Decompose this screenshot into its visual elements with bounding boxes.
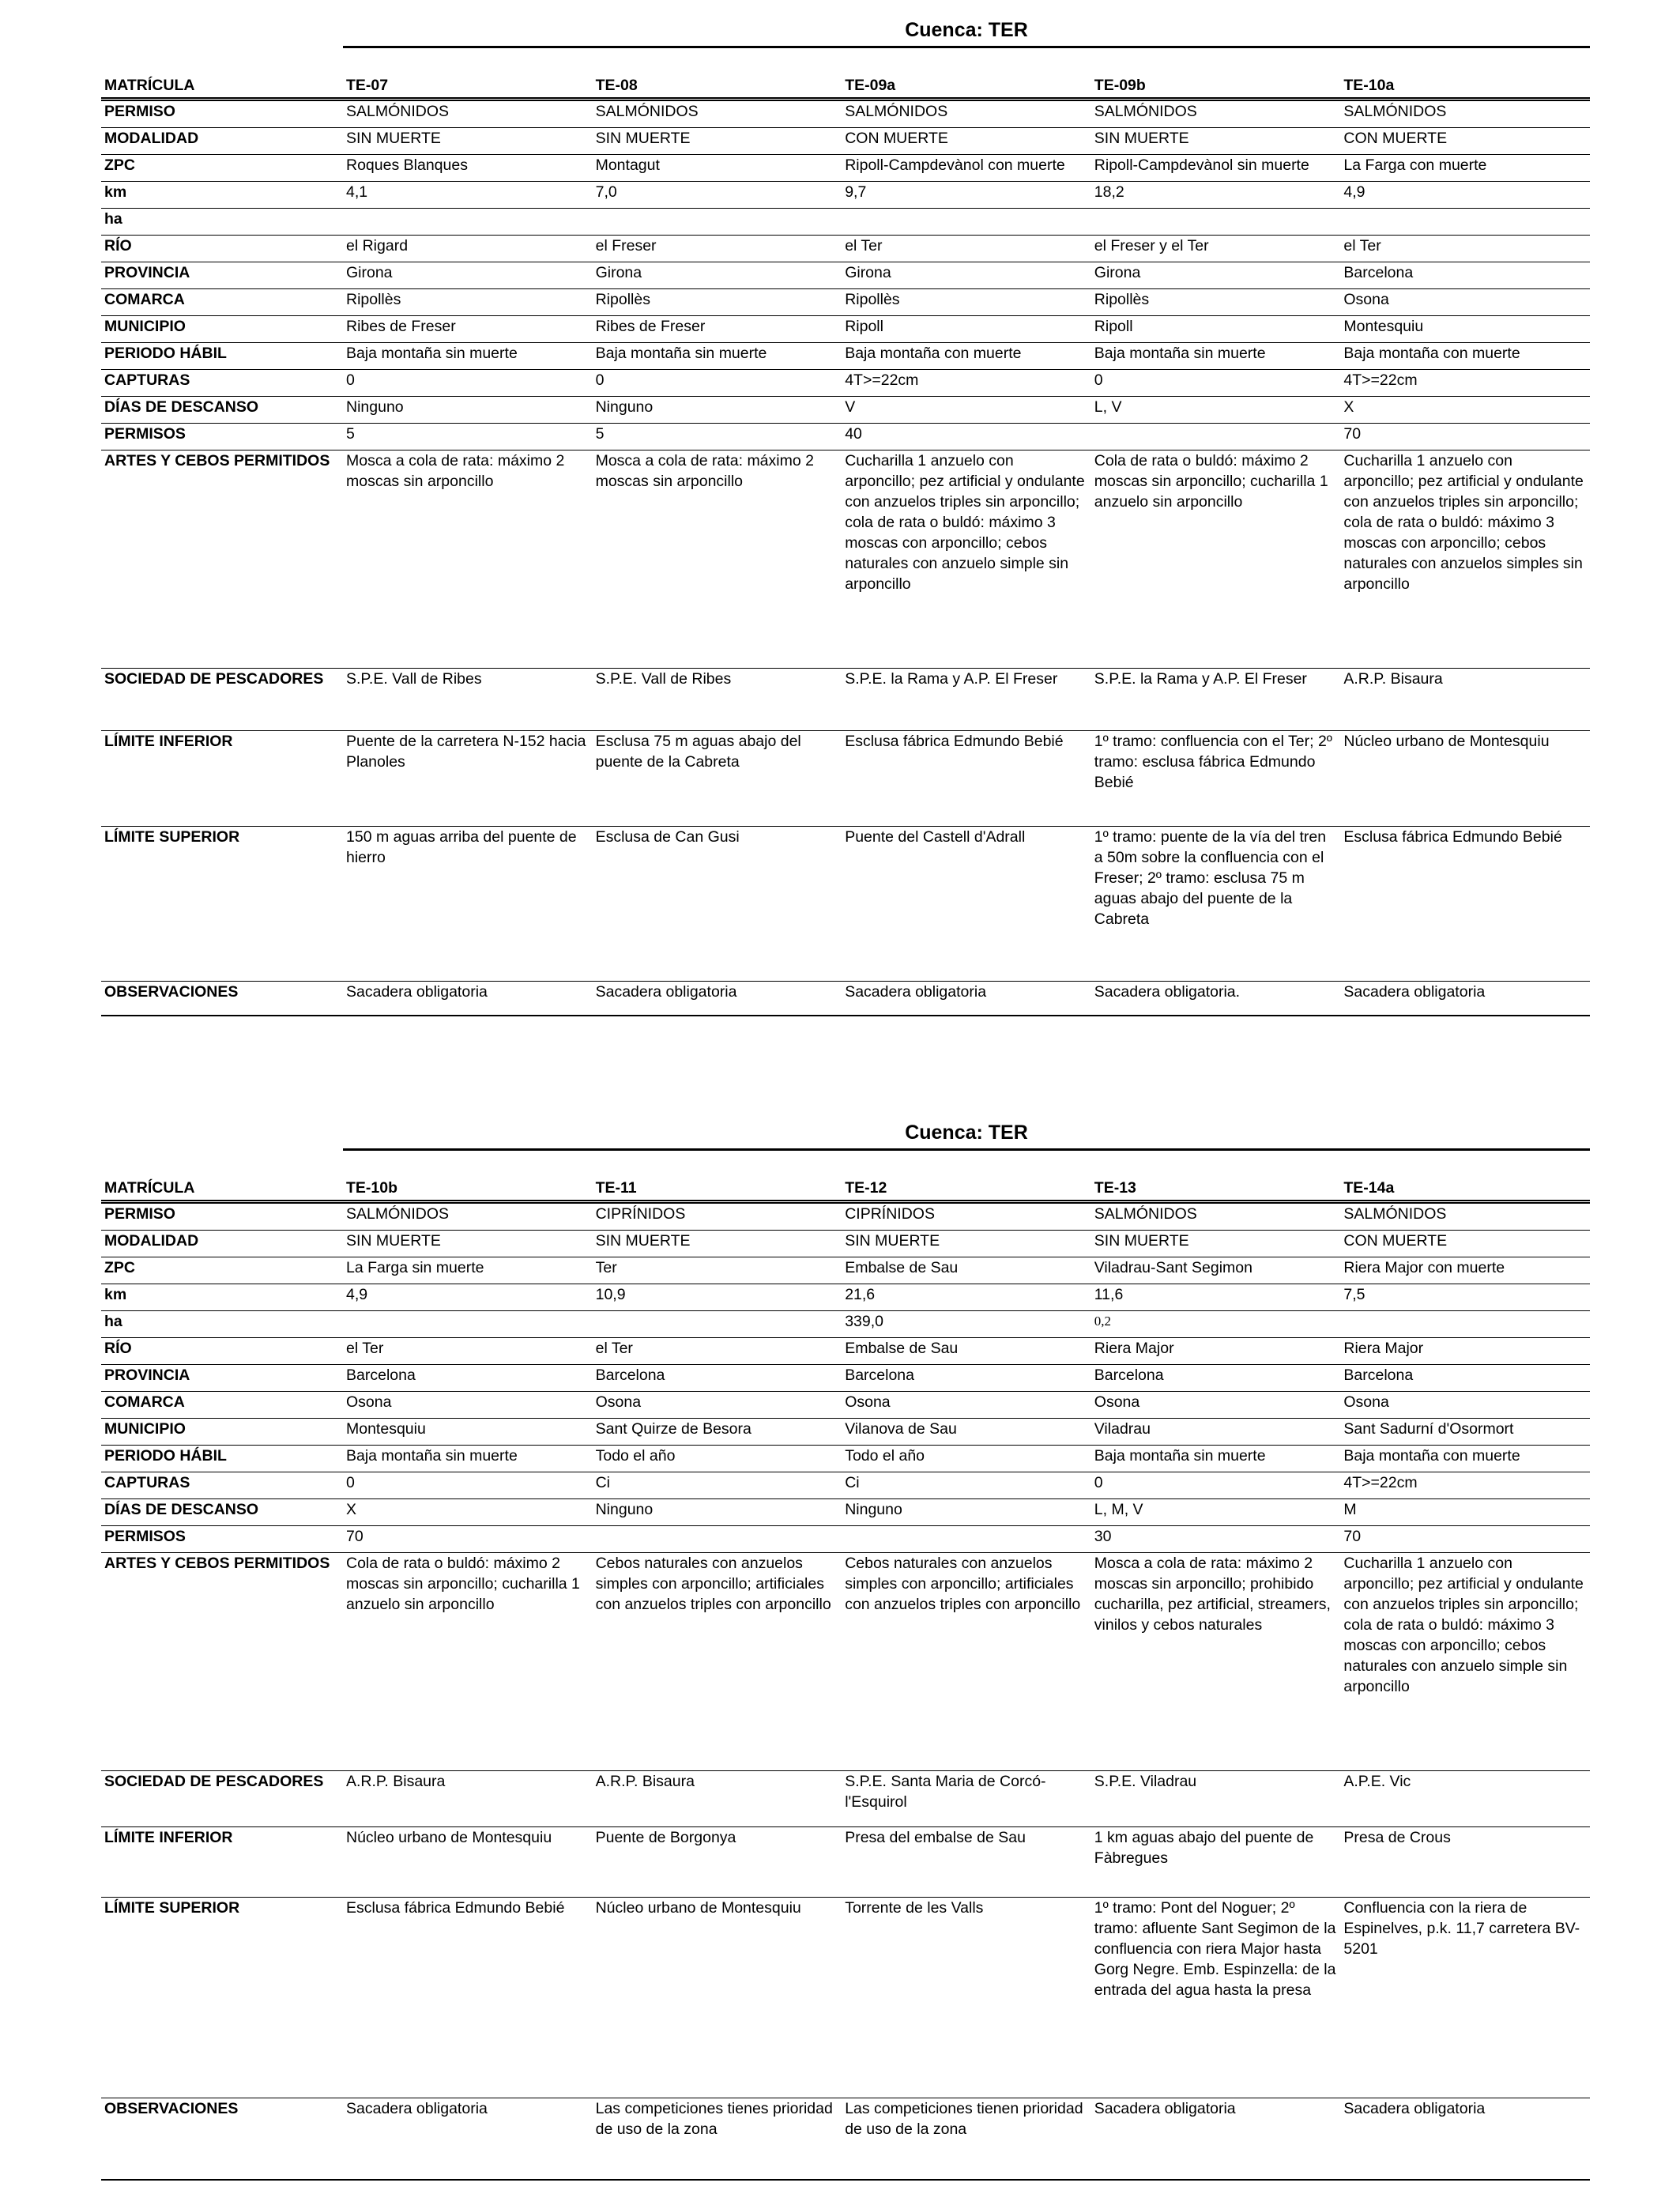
table-row-km [101,182,1590,209]
table-row-sociedad [101,1771,1590,1827]
cell-sociedad: S.P.E. Viladrau [1091,1771,1341,1827]
cell-descanso: X [343,1499,593,1526]
cell-permiso: SALMÓNIDOS [1091,100,1341,128]
table-row-superior [101,1898,1590,2098]
fishing-zones-table [101,1171,1590,2181]
cell-rio: el Ter [343,1338,593,1365]
table-row-permiso [101,1202,1590,1231]
row-label-rio: RÍO [101,1338,343,1365]
row-label-provincia: PROVINCIA [101,1365,343,1392]
cell-municipio: Sant Quirze de Besora [593,1419,842,1446]
cell-artes: Mosca a cola de rata: máximo 2 moscas sin arponcillo [343,450,593,669]
cell-provincia: Girona [593,262,842,289]
row-label-artes: ARTES Y CEBOS PERMITIDOS [101,1553,343,1771]
row-label-municipio: MUNICIPIO [101,1419,343,1446]
cell-ha [343,1311,593,1338]
cell-provincia: Girona [1091,262,1341,289]
cell-provincia: Barcelona [1091,1365,1341,1392]
basin-table-block-2 [101,1117,1590,2181]
cell-rio: Riera Major [1340,1338,1590,1365]
cell-capturas: Ci [842,1472,1091,1499]
cell-comarca: Osona [1340,289,1590,316]
cell-provincia: Girona [842,262,1091,289]
cell-artes: Cucharilla 1 anzuelo con arponcillo; pez artificial y ondulante con anzuelos triples sin arponcillo; cola de rata o buldó: máximo 3 moscas con arponcillo; cebos naturales con anzuelos simples sin arponcillo [1340,450,1590,669]
cell-permisos: 30 [1091,1526,1341,1553]
cell-periodo: Baja montaña sin muerte [1091,1446,1341,1472]
cell-matricula: TE-11 [593,1171,842,1202]
cell-observaciones: Sacadera obligatoria [343,982,593,1016]
cell-modalidad: CON MUERTE [842,128,1091,155]
cell-km: 9,7 [842,182,1091,209]
cell-capturas: 0 [1091,370,1341,397]
cell-rio: el Rigard [343,236,593,262]
cell-inferior: Núcleo urbano de Montesquiu [343,1827,593,1898]
cell-zpc: Embalse de Sau [842,1257,1091,1284]
cell-municipio: Viladrau [1091,1419,1341,1446]
table-row-ha [101,209,1590,236]
table-row-rio [101,236,1590,262]
cell-municipio: Montesquiu [343,1419,593,1446]
cell-municipio: Ribes de Freser [343,316,593,343]
cell-comarca: Ripollès [842,289,1091,316]
cell-matricula: TE-08 [593,69,842,100]
cell-ha [1340,1311,1590,1338]
cell-provincia: Barcelona [1340,1365,1590,1392]
row-label-sociedad: SOCIEDAD DE PESCADORES [101,1771,343,1827]
table-row-matricula [101,69,1590,100]
cell-matricula: TE-09a [842,69,1091,100]
row-label-sociedad: SOCIEDAD DE PESCADORES [101,669,343,731]
cell-km: 18,2 [1091,182,1341,209]
cell-rio: el Freser [593,236,842,262]
table-row-observaciones [101,982,1590,1016]
basin-title: Cuenca: TER [343,14,1590,48]
cell-sociedad: A.R.P. Bisaura [1340,669,1590,731]
cell-observaciones: Sacadera obligatoria [842,982,1091,1016]
cell-artes: Cucharilla 1 anzuelo con arponcillo; pez artificial y ondulante con anzuelos triples sin arponcillo; cola de rata o buldó: máximo 3 moscas con arponcillo; cebos naturales con anzuelo simple sin arponcillo [1340,1553,1590,1771]
cell-capturas: 4T>=22cm [1340,1472,1590,1499]
cell-periodo: Baja montaña con muerte [1340,1446,1590,1472]
table-row-comarca [101,289,1590,316]
cell-descanso: V [842,397,1091,424]
cell-artes: Cebos naturales con anzuelos simples con arponcillo; artificiales con anzuelos triples con arponcillo [842,1553,1091,1771]
cell-zpc: Viladrau-Sant Segimon [1091,1257,1341,1284]
basin-table-block-1 [101,14,1590,1016]
row-label-municipio: MUNICIPIO [101,316,343,343]
row-label-ha: ha [101,209,343,236]
cell-provincia: Barcelona [593,1365,842,1392]
row-label-comarca: COMARCA [101,289,343,316]
cell-zpc: Ter [593,1257,842,1284]
cell-km: 7,5 [1340,1284,1590,1311]
cell-sociedad: S.P.E. Santa Maria de Corcó-l'Esquirol [842,1771,1091,1827]
row-label-rio: RÍO [101,236,343,262]
table-row-zpc [101,155,1590,182]
cell-periodo: Todo el año [593,1446,842,1472]
cell-sociedad: S.P.E. Vall de Ribes [343,669,593,731]
table-row-provincia [101,1365,1590,1392]
cell-zpc: La Farga con muerte [1340,155,1590,182]
table-row-modalidad [101,128,1590,155]
cell-inferior: Puente de Borgonya [593,1827,842,1898]
cell-periodo: Baja montaña sin muerte [1091,343,1341,370]
cell-observaciones: Sacadera obligatoria. [1091,982,1341,1016]
table-row-municipio [101,1419,1590,1446]
table-row-permiso [101,100,1590,128]
cell-matricula: TE-10b [343,1171,593,1202]
cell-periodo: Baja montaña con muerte [1340,343,1590,370]
row-label-inferior: LÍMITE INFERIOR [101,731,343,827]
row-label-modalidad: MODALIDAD [101,1231,343,1257]
cell-zpc: La Farga sin muerte [343,1257,593,1284]
cell-modalidad: CON MUERTE [1340,1231,1590,1257]
table-row-comarca [101,1392,1590,1419]
cell-permisos [1091,424,1341,450]
cell-km: 11,6 [1091,1284,1341,1311]
cell-superior: Confluencia con la riera de Espinelves, p.k. 11,7 carretera BV-5201 [1340,1898,1590,2098]
cell-superior: 1º tramo: puente de la vía del tren a 50m sobre la confluencia con el Freser; 2º tramo: esclusa 75 m aguas abajo del puente de la Cabreta [1091,827,1341,982]
row-label-comarca: COMARCA [101,1392,343,1419]
cell-descanso: Ninguno [343,397,593,424]
cell-inferior: 1 km aguas abajo del puente de Fàbregues [1091,1827,1341,1898]
cell-rio: Riera Major [1091,1338,1341,1365]
cell-rio: el Ter [842,236,1091,262]
cell-permiso: SALMÓNIDOS [1340,1202,1590,1231]
table-row-modalidad [101,1231,1590,1257]
row-label-permisos: PERMISOS [101,424,343,450]
cell-periodo: Todo el año [842,1446,1091,1472]
cell-ha [343,209,593,236]
row-label-capturas: CAPTURAS [101,1472,343,1499]
row-label-zpc: ZPC [101,1257,343,1284]
row-label-provincia: PROVINCIA [101,262,343,289]
table-row-zpc [101,1257,1590,1284]
cell-comarca: Osona [1340,1392,1590,1419]
row-label-periodo: PERIODO HÁBIL [101,1446,343,1472]
cell-permisos: 70 [1340,424,1590,450]
cell-permisos: 70 [1340,1526,1590,1553]
cell-periodo: Baja montaña con muerte [842,343,1091,370]
cell-matricula: TE-07 [343,69,593,100]
cell-descanso: Ninguno [842,1499,1091,1526]
cell-descanso: X [1340,397,1590,424]
cell-observaciones: Sacadera obligatoria [343,2098,593,2181]
cell-observaciones: Sacadera obligatoria [1340,2098,1590,2181]
row-label-permisos: PERMISOS [101,1526,343,1553]
cell-ha: 339,0 [842,1311,1091,1338]
cell-sociedad: S.P.E. la Rama y A.P. El Freser [842,669,1091,731]
cell-artes: Cucharilla 1 anzuelo con arponcillo; pez artificial y ondulante con anzuelos triples sin arponcillo; cola de rata o buldó: máximo 3 moscas con arponcillo; cebos naturales con anzuelo simple sin arponcillo [842,450,1091,669]
cell-capturas: 0 [1091,1472,1341,1499]
cell-permisos: 5 [343,424,593,450]
cell-inferior: 1º tramo: confluencia con el Ter; 2º tramo: esclusa fábrica Edmundo Bebié [1091,731,1341,827]
row-label-observaciones: OBSERVACIONES [101,2098,343,2181]
cell-artes: Cola de rata o buldó: máximo 2 moscas sin arponcillo; cucharilla 1 anzuelo sin arponcillo [343,1553,593,1771]
cell-municipio: Sant Sadurní d'Osormort [1340,1419,1590,1446]
cell-permiso: SALMÓNIDOS [343,100,593,128]
cell-observaciones: Sacadera obligatoria [593,982,842,1016]
cell-artes: Mosca a cola de rata: máximo 2 moscas sin arponcillo; prohibido cucharilla, pez artificial, streamers, vinilos y cebos naturales [1091,1553,1341,1771]
basin-title: Cuenca: TER [343,1117,1590,1151]
row-label-descanso: DÍAS DE DESCANSO [101,397,343,424]
row-label-matricula: MATRÍCULA [101,69,343,100]
table-row-rio [101,1338,1590,1365]
cell-modalidad: CON MUERTE [1340,128,1590,155]
cell-inferior: Esclusa fábrica Edmundo Bebié [842,731,1091,827]
cell-descanso: M [1340,1499,1590,1526]
cell-municipio: Ribes de Freser [593,316,842,343]
cell-permiso: SALMÓNIDOS [1091,1202,1341,1231]
cell-provincia: Barcelona [1340,262,1590,289]
cell-observaciones: Las competiciones tienen prioridad de uso de la zona [842,2098,1091,2181]
cell-km: 21,6 [842,1284,1091,1311]
cell-provincia: Girona [343,262,593,289]
row-label-zpc: ZPC [101,155,343,182]
cell-capturas: 0 [593,370,842,397]
cell-modalidad: SIN MUERTE [1091,128,1341,155]
cell-ha: 0,2 [1091,1311,1341,1338]
table-row-superior [101,827,1590,982]
cell-descanso: L, M, V [1091,1499,1341,1526]
table-row-inferior [101,1827,1590,1898]
table-row-periodo [101,1446,1590,1472]
cell-periodo: Baja montaña sin muerte [593,343,842,370]
row-label-permiso: PERMISO [101,100,343,128]
cell-matricula: TE-13 [1091,1171,1341,1202]
cell-ha [593,209,842,236]
cell-inferior: Puente de la carretera N-152 hacia Planoles [343,731,593,827]
cell-sociedad: A.R.P. Bisaura [593,1771,842,1827]
row-label-inferior: LÍMITE INFERIOR [101,1827,343,1898]
table-row-permisos [101,424,1590,450]
table-row-matricula [101,1171,1590,1202]
cell-comarca: Ripollès [343,289,593,316]
cell-zpc: Roques Blanques [343,155,593,182]
cell-ha [842,209,1091,236]
cell-capturas: 4T>=22cm [842,370,1091,397]
table-row-descanso [101,1499,1590,1526]
table-row-sociedad [101,669,1590,731]
cell-periodo: Baja montaña sin muerte [343,343,593,370]
row-label-superior: LÍMITE SUPERIOR [101,1898,343,2098]
row-label-capturas: CAPTURAS [101,370,343,397]
row-label-matricula: MATRÍCULA [101,1171,343,1202]
cell-permisos [593,1526,842,1553]
cell-inferior: Presa del embalse de Sau [842,1827,1091,1898]
cell-zpc: Riera Major con muerte [1340,1257,1590,1284]
row-label-descanso: DÍAS DE DESCANSO [101,1499,343,1526]
row-label-modalidad: MODALIDAD [101,128,343,155]
cell-permisos: 40 [842,424,1091,450]
cell-municipio: Ripoll [842,316,1091,343]
cell-ha [1340,209,1590,236]
cell-artes: Cola de rata o buldó: máximo 2 moscas sin arponcillo; cucharilla 1 anzuelo sin arponcillo [1091,450,1341,669]
cell-matricula: TE-14a [1340,1171,1590,1202]
cell-km: 7,0 [593,182,842,209]
row-label-km: km [101,182,343,209]
cell-modalidad: SIN MUERTE [343,1231,593,1257]
table-row-municipio [101,316,1590,343]
cell-municipio: Montesquiu [1340,316,1590,343]
cell-comarca: Ripollès [1091,289,1341,316]
table-row-artes [101,450,1590,669]
cell-inferior: Esclusa 75 m aguas abajo del puente de la Cabreta [593,731,842,827]
table-row-capturas [101,370,1590,397]
table-row-provincia [101,262,1590,289]
cell-municipio: Vilanova de Sau [842,1419,1091,1446]
row-label-permiso: PERMISO [101,1202,343,1231]
cell-artes: Cebos naturales con anzuelos simples con arponcillo; artificiales con anzuelos triples con arponcillo [593,1553,842,1771]
cell-permiso: CIPRÍNIDOS [593,1202,842,1231]
cell-rio: el Ter [593,1338,842,1365]
cell-zpc: Montagut [593,155,842,182]
table-row-permisos [101,1526,1590,1553]
cell-superior: 150 m aguas arriba del puente de hierro [343,827,593,982]
cell-superior: 1º tramo: Pont del Noguer; 2º tramo: afluente Sant Segimon de la confluencia con riera Major hasta Gorg Negre. Emb. Espinzella: de la entrada del agua hasta la presa [1091,1898,1341,2098]
row-label-periodo: PERIODO HÁBIL [101,343,343,370]
cell-observaciones: Sacadera obligatoria [1091,2098,1341,2181]
cell-rio: el Ter [1340,236,1590,262]
cell-rio: el Freser y el Ter [1091,236,1341,262]
cell-superior: Esclusa fábrica Edmundo Bebié [1340,827,1590,982]
cell-permiso: SALMÓNIDOS [593,100,842,128]
table-row-artes [101,1553,1590,1771]
cell-permiso: SALMÓNIDOS [842,100,1091,128]
cell-permisos: 5 [593,424,842,450]
cell-modalidad: SIN MUERTE [1091,1231,1341,1257]
cell-artes: Mosca a cola de rata: máximo 2 moscas sin arponcillo [593,450,842,669]
row-label-ha: ha [101,1311,343,1338]
table-row-periodo [101,343,1590,370]
cell-superior: Núcleo urbano de Montesquiu [593,1898,842,2098]
cell-km: 4,9 [1340,182,1590,209]
cell-capturas: 4T>=22cm [1340,370,1590,397]
cell-permiso: SALMÓNIDOS [343,1202,593,1231]
cell-rio: Embalse de Sau [842,1338,1091,1365]
cell-sociedad: S.P.E. la Rama y A.P. El Freser [1091,669,1341,731]
cell-km: 10,9 [593,1284,842,1311]
cell-descanso: L, V [1091,397,1341,424]
cell-permiso: SALMÓNIDOS [1340,100,1590,128]
row-label-superior: LÍMITE SUPERIOR [101,827,343,982]
cell-sociedad: A.P.E. Vic [1340,1771,1590,1827]
cell-ha [1091,209,1341,236]
cell-superior: Esclusa fábrica Edmundo Bebié [343,1898,593,2098]
cell-provincia: Barcelona [343,1365,593,1392]
cell-comarca: Osona [1091,1392,1341,1419]
cell-comarca: Osona [842,1392,1091,1419]
table-row-capturas [101,1472,1590,1499]
cell-modalidad: SIN MUERTE [343,128,593,155]
fishing-zones-table [101,69,1590,1016]
row-label-artes: ARTES Y CEBOS PERMITIDOS [101,450,343,669]
cell-sociedad: S.P.E. Vall de Ribes [593,669,842,731]
cell-modalidad: SIN MUERTE [593,128,842,155]
cell-superior: Esclusa de Can Gusi [593,827,842,982]
cell-inferior: Presa de Crous [1340,1827,1590,1898]
cell-observaciones: Las competiciones tienes prioridad de uso de la zona [593,2098,842,2181]
cell-permisos: 70 [343,1526,593,1553]
cell-capturas: Ci [593,1472,842,1499]
cell-capturas: 0 [343,1472,593,1499]
table-row-ha [101,1311,1590,1338]
cell-modalidad: SIN MUERTE [593,1231,842,1257]
cell-sociedad: A.R.P. Bisaura [343,1771,593,1827]
row-label-km: km [101,1284,343,1311]
cell-comarca: Osona [343,1392,593,1419]
cell-modalidad: SIN MUERTE [842,1231,1091,1257]
cell-periodo: Baja montaña sin muerte [343,1446,593,1472]
cell-km: 4,1 [343,182,593,209]
cell-ha [593,1311,842,1338]
cell-matricula: TE-12 [842,1171,1091,1202]
row-label-observaciones: OBSERVACIONES [101,982,343,1016]
cell-municipio: Ripoll [1091,316,1341,343]
cell-inferior: Núcleo urbano de Montesquiu [1340,731,1590,827]
cell-comarca: Ripollès [593,289,842,316]
cell-provincia: Barcelona [842,1365,1091,1392]
cell-zpc: Ripoll-Campdevànol sin muerte [1091,155,1341,182]
cell-permisos [842,1526,1091,1553]
cell-observaciones: Sacadera obligatoria [1340,982,1590,1016]
cell-matricula: TE-09b [1091,69,1341,100]
table-row-km [101,1284,1590,1311]
cell-km: 4,9 [343,1284,593,1311]
table-row-descanso [101,397,1590,424]
table-row-observaciones [101,2098,1590,2181]
cell-matricula: TE-10a [1340,69,1590,100]
cell-descanso: Ninguno [593,1499,842,1526]
table-row-inferior [101,731,1590,827]
cell-descanso: Ninguno [593,397,842,424]
cell-comarca: Osona [593,1392,842,1419]
cell-superior: Torrente de les Valls [842,1898,1091,2098]
cell-superior: Puente del Castell d'Adrall [842,827,1091,982]
cell-capturas: 0 [343,370,593,397]
cell-zpc: Ripoll-Campdevànol con muerte [842,155,1091,182]
cell-permiso: CIPRÍNIDOS [842,1202,1091,1231]
